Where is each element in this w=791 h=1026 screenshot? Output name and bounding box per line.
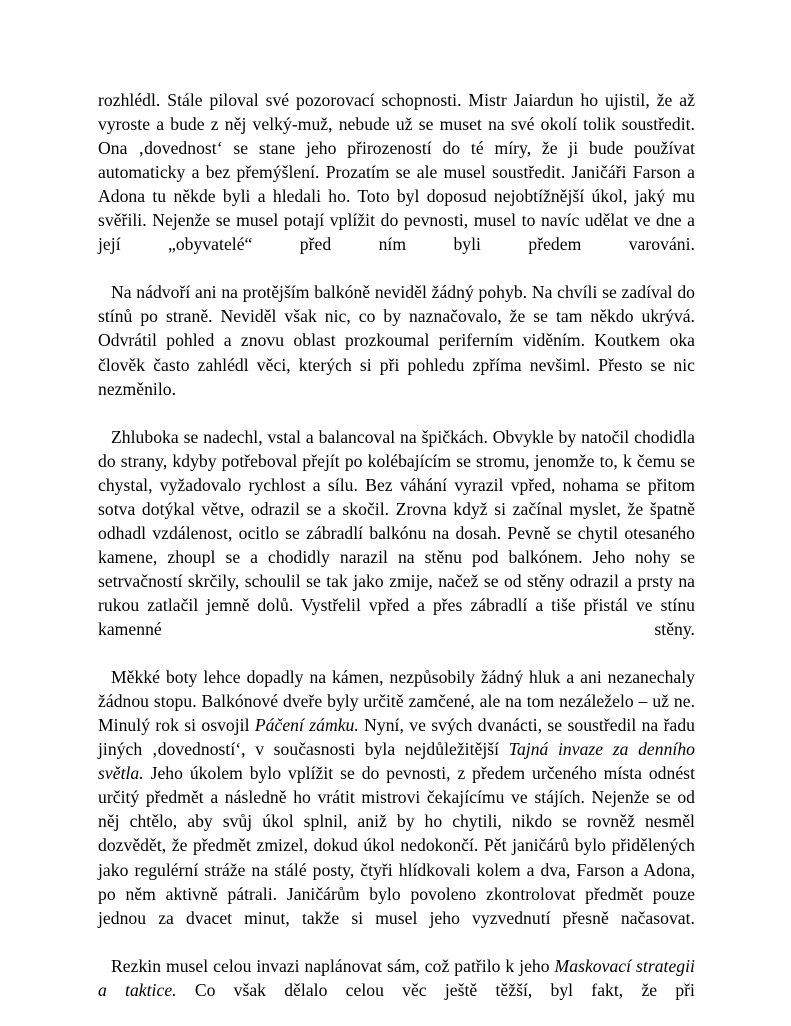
paragraph — [98, 665, 695, 954]
text-run: Na nádvoří ani na protějším balkóně neviděl žádný pohyb. Na chvíli se zadíval do stínů po straně. Neviděl však nic, co by naznačovalo, že se tam někdo ukrývá. Odvrátil pohled a znovu oblast prozkoumal periferním viděním. Koutkem oka člověk často zahlédl věci, kterých si při pohledu zpříma nevšiml. Přesto se nic nezměnilo. — [98, 282, 695, 399]
text-run: Zhluboka se nadechl, vstal a balancoval na špičkách. Obvykle by natočil chodidla do strany, kdyby potřeboval přejít po kolébajícím se stromu, jenomže to, k čemu se chystal, vyžadovalo rychlost a sílu. Bez váhání vyrazil vpřed, nohama se přitom sotva dotýkal větve, odrazil se a skočil. Zrovna když si začínal myslet, že špatně odhadl vzdálenost, ocitlo se zábradlí balkónu na dosah. Pevně se chytil otesaného kamene, zhoupl se a chodidly narazil na stěnu pod balkónem. Jeho nohy se setrvačností skrčily, schoulil se tak jako zmije, načež se od stěny odrazil a prsty na rukou zatlačil jemně dolů. Vystřelil vpřed a přes zábradlí a tiše přistál ve stínu kamenné stěny. — [98, 426, 695, 640]
paragraph — [98, 954, 695, 1026]
text-run: Rezkin musel celou invazi naplánovat sám, což patřilo k jeho — [111, 955, 555, 976]
italic-title-run: Tajná invaze za denního světla. — [98, 739, 695, 784]
paragraph — [98, 88, 695, 280]
text-run: rozhlédl. Stále piloval své pozorovací schopnosti. Mistr Jaiardun ho ujistil, že až vyroste a bude z něj velký-muž, nebude už se muset na své okolí tolik soustředit. Ona ‚dovednost‘ se stane jeho přirozeností do té míry, že ji bude používat automaticky a bez přemýšlení. Prozatím se ale musel soustředit. Janičáři Farson a Adona tu někde byli a hledali ho. Toto byl doposud nejobtížnější úkol, jaký mu svěřili. Nejenže se musel potají vplížit do pevnosti, musel to navíc udělat ve dne a její „obyvatelé“ před ním byli předem varováni. — [98, 90, 695, 255]
paragraph — [98, 280, 695, 424]
italic-title-run: Maskovací strategii a taktice. — [98, 955, 695, 1000]
italic-title-run: Páčení zámku. — [254, 715, 359, 736]
text-run: Jeho úkolem bylo vplížit se do pevnosti, z předem určeného místa odnést určitý předmět a následně ho vrátit mistrovi čekajícímu ve stájích. Nejenže se od něj chtělo, aby svůj úkol splnil, aniž by ho chytili, nikdo se rovněž nesměl dozvědět, že předmět zmizel, dokud úkol nedokončí. Pět janičárů bylo přidělených jako regulérní stráže na stálé posty, čtyři hlídkovali kolem a dva, Farson a Adona, po něm aktivně pátrali. Janičárům bylo povoleno zkontrolovat předmět pouze jednou za dvacet minut, takže si musel jeho vyzvednutí přesně načasovat. — [98, 763, 695, 928]
text-run: Nyní, ve svých dvanácti, se soustředil na řadu jiných ‚dovedností‘, v současnosti byla nejdůležitější — [98, 715, 695, 760]
text-column — [98, 88, 695, 1026]
text-run: Co však dělalo celou věc ještě těžší, byl fakt, že při — [176, 979, 695, 1000]
paragraph — [98, 425, 695, 665]
text-run: Měkké boty lehce dopadly na kámen, nezpůsobily žádný hluk a ani nezanechaly žádnou stopu. Balkónové dveře byly určitě zamčené, ale na tom nezáleželo – už ne. Minulý rok si osvojil — [98, 667, 695, 736]
